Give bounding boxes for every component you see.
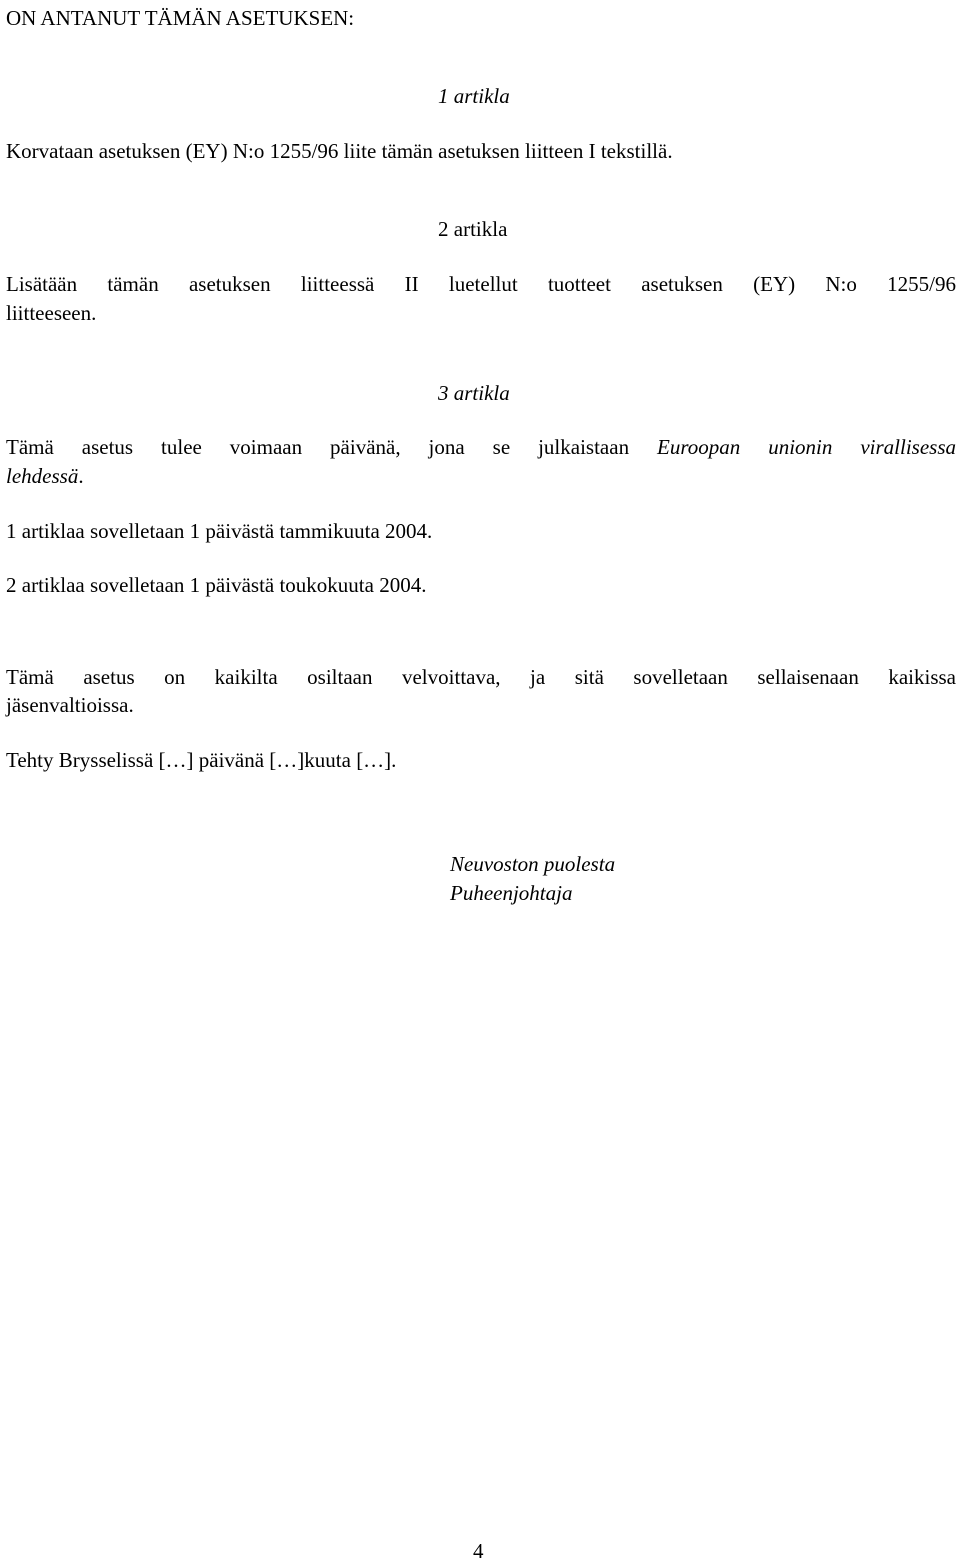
official-journal-name-cont: lehdessä — [6, 464, 79, 488]
official-journal-name: Euroopan unionin virallisessa — [657, 435, 956, 459]
binding-clause-line2: jäsenvaltioissa. — [6, 693, 134, 717]
article-2-text-line2: liitteeseen. — [6, 301, 97, 325]
article-3-text-line1 — [6, 433, 956, 461]
article-3-heading: 3 artikla — [438, 381, 510, 405]
signature-council: Neuvoston puolesta — [450, 852, 616, 876]
document-title: ON ANTANUT TÄMÄN ASETUKSEN: — [6, 6, 355, 30]
page-number: 4 — [473, 1539, 484, 1563]
article-2-text-line1: Lisätään tämän asetuksen liitteessä II luetellut tuotteet asetuksen (EY) N:o 1255/96 — [6, 272, 956, 296]
article-3-para-2: 1 artiklaa sovelletaan 1 päivästä tammikuuta 2004. — [6, 519, 433, 543]
done-at-line: Tehty Brysselissä […] päivänä […]kuuta […]. — [6, 748, 397, 772]
article-2-heading: 2 artikla — [438, 217, 508, 241]
article-1-text: Korvataan asetuksen (EY) N:o 1255/96 liite tämän asetuksen liitteen I tekstillä. — [6, 139, 673, 163]
article-3-text-normal: Tämä asetus tulee voimaan päivänä, jona se julkaistaan — [6, 435, 630, 459]
article-1-heading: 1 artikla — [438, 84, 510, 108]
binding-clause-line1: Tämä asetus on kaikilta osiltaan velvoittava, ja sitä sovelletaan sellaisenaan kaikissa — [6, 665, 956, 689]
article-3-para-3: 2 artiklaa sovelletaan 1 päivästä toukokuuta 2004. — [6, 573, 427, 597]
signature-president: Puheenjohtaja — [450, 881, 573, 905]
article-3-text-line2 — [6, 462, 84, 490]
sentence-end: . — [78, 464, 84, 488]
